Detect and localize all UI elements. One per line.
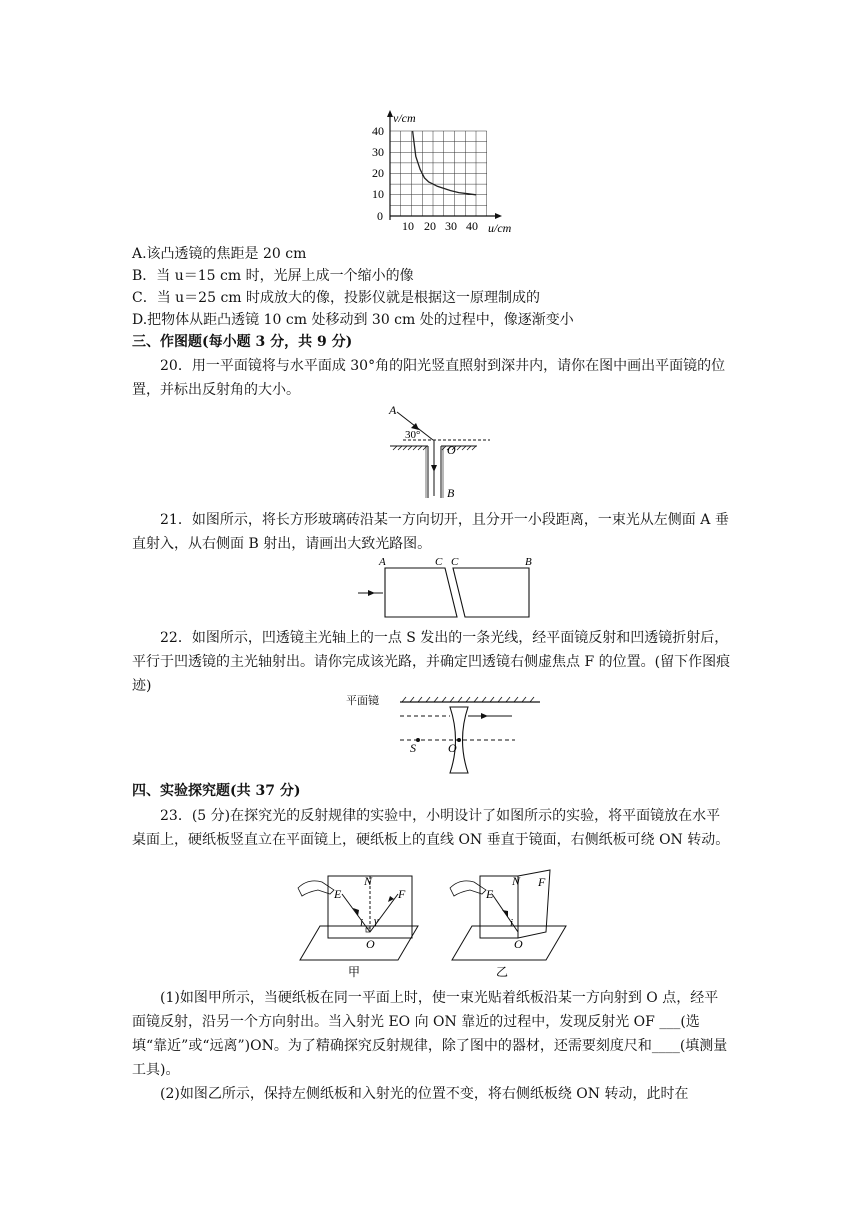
mirror-hatch (402, 697, 534, 702)
figure-22-concave-lens (340, 690, 540, 780)
label-e-right: E (486, 887, 494, 901)
label-r-left: γ (374, 915, 379, 927)
y-tick-20: 20 (372, 166, 384, 180)
y-axis-label: v/cm (393, 111, 416, 125)
mirror-base-right (452, 926, 566, 960)
x-tick-30: 30 (445, 219, 457, 233)
face-c-left-label: C (435, 556, 443, 568)
incident-arrow (368, 590, 375, 596)
point-s-label: S (410, 741, 416, 755)
section-3-title: 三、作图题(每小题 3 分，共 9 分) (132, 334, 353, 350)
mirror-base-left (300, 926, 418, 960)
ground-hatch-left (393, 446, 427, 450)
question-23-part-1: (1)如图甲所示，当硬纸板在同一平面上时，使一束光贴着纸板沿某一方向射到 O 点，经平面镜反射，沿另一个方向射出。当入射光 EO 向 ON 靠近的过程中，发现反射光 OF ___(选填“靠近”或“远离”)ON。为了精确探究反射规律，除了图中的器材，还需要刻度尺和____(填测量工具)。 (132, 990, 728, 1078)
label-e-left: E (334, 887, 342, 901)
face-a-label: A (379, 556, 386, 568)
down-arrow (431, 465, 437, 472)
y-tick-10: 10 (372, 187, 384, 201)
q19-option-d: D.把物体从距凸透镜 10 cm 处移动到 30 cm 处的过程中，像逐渐变小 (132, 312, 574, 328)
figure-20-well (385, 402, 495, 502)
face-c-right-label: C (451, 556, 459, 568)
caption-yi: 乙 (496, 965, 509, 979)
x-tick-10: 10 (402, 219, 414, 233)
q19-option-b: B．当 u＝15 cm 时，光屏上成一个缩小的像 (132, 268, 414, 284)
label-i-right: i (510, 917, 514, 929)
x-tick-40: 40 (466, 219, 478, 233)
label-n-left: N (364, 874, 373, 888)
question-23: 23．(5 分)在探究光的反射规律的实验中，小明设计了如图所示的实验，将平面镜放在水平桌面上，硬纸板竖直立在平面镜上，硬纸板上的直线 ON 垂直于镜面，右侧纸板可绕 ON 转动。 (132, 808, 730, 848)
caption-jia: 甲 (348, 965, 361, 979)
label-o-left: O (366, 937, 375, 951)
point-o-label: O (448, 741, 457, 755)
point-a-label: A (389, 403, 397, 417)
left-glass-piece (385, 568, 457, 617)
emergent-arrow (481, 713, 488, 719)
q19-option-c: C．当 u＝25 cm 时成放大的像，投影仪就是根据这一原理制成的 (132, 290, 541, 306)
question-21: 21．如图所示，将长方形玻璃砖沿某一方向切开，且分开一小段距离，一束光从左侧面 A 垂直射入，从右侧面 B 射出，请画出大致光路图。 (132, 512, 729, 552)
section-4-title: 四、实验探究题(共 37 分) (132, 783, 301, 799)
point-o (457, 738, 461, 742)
point-s (416, 738, 420, 742)
face-b-label: B (525, 556, 532, 568)
angle-label: 30° (405, 429, 421, 441)
label-f-left: F (398, 887, 406, 901)
q19-option-a: A.该凸透镜的焦距是 20 cm (132, 246, 307, 262)
graph-grid (390, 131, 487, 216)
arrow-in-left (353, 908, 359, 916)
point-o-label: O (447, 443, 456, 457)
label-n-right: N (512, 874, 521, 888)
question-20: 20．用一平面镜将与水平面成 30°角的阳光竖直照射到深井内，请你在图中画出平面镜的位置，并标出反射角的大小。 (132, 358, 726, 398)
hand-left (298, 881, 334, 896)
figure-23-reflection-apparatus (290, 868, 570, 980)
label-i-left: i (360, 917, 364, 929)
figure-21-glass-block (355, 550, 545, 620)
y-tick-30: 30 (372, 145, 384, 159)
label-f-right: F (538, 875, 546, 889)
label-o-right: O (514, 937, 523, 951)
y-tick-40: 40 (372, 124, 384, 138)
hand-right (450, 881, 486, 896)
x-axis-arrow (495, 213, 502, 219)
y-tick-0: 0 (377, 209, 383, 223)
x-axis-label: u/cm (488, 221, 512, 235)
point-b-label: B (447, 486, 455, 500)
right-glass-piece (453, 568, 529, 617)
uv-graph (360, 108, 530, 238)
question-23-part-2: (2)如图乙所示，保持左侧纸板和入射光的位置不变，将右侧纸板绕 ON 转动，此时在 (160, 1086, 689, 1102)
x-tick-20: 20 (424, 219, 436, 233)
mirror-label: 平面镜 (346, 695, 379, 707)
question-22: 22．如图所示，凹透镜主光轴上的一点 S 发出的一条光线，经平面镜反射和凹透镜折射后，平行于凹透镜的主光轴射出。请你完成该光路，并确定凹透镜右侧虚焦点 F 的位置。(留下作图痕迹) (132, 630, 731, 694)
